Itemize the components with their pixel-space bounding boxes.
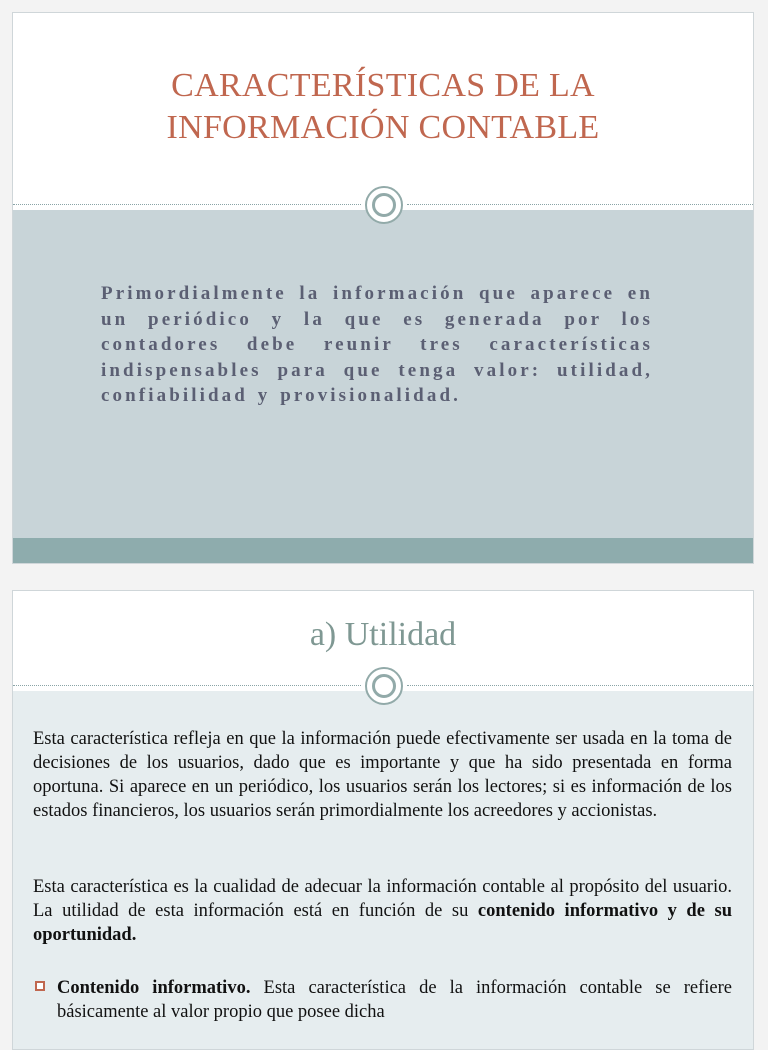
divider-line-left: [13, 685, 361, 686]
circle-ornament-icon: [365, 667, 403, 705]
utility-paragraph-2-emphasis: contenido informativo y de su oportunidad.: [33, 901, 732, 945]
bullet-item-contenido-informativo: [57, 976, 732, 1024]
utility-paragraph-2-text: Esta característica es la cualidad de adecuar la información contable al propósito del usuario. La utilidad de esta información está en función de su: [33, 877, 732, 921]
utility-paragraph-2: [33, 875, 732, 947]
circle-ornament-icon: [365, 186, 403, 224]
utility-paragraph-1: Esta característica refleja en que la información puede efectivamente ser usada en la toma de decisiones de los usuarios, dado que es importante y que ha sido presentada en forma oportuna. Si aparece en un periódico, los usuarios serán los lectores; si es información de los estados financieros, los usuarios serán primordialmente los acreedores y accionistas.: [33, 729, 732, 821]
square-bullet-icon: [35, 981, 45, 991]
slide-1: [12, 12, 754, 564]
slide-1-title: [13, 65, 753, 149]
bullet-item-text: Esta característica de la información contable se refiere básicamente al valor propio que posee dicha: [57, 978, 733, 1022]
slide-2-title: a) Utilidad: [309, 616, 457, 653]
slide-1-body-text: Primordialmente la información que aparece en un periódico y la que es generada por los contadores debe reunir tres características indispensables para que tenga valor: utilidad, confiabilidad y provisionalidad.: [101, 283, 653, 406]
bullet-item-heading: Contenido informativo.: [57, 978, 251, 998]
divider-line-left: [13, 204, 361, 205]
slide-1-header: [13, 13, 753, 210]
slide-2: [12, 590, 754, 1050]
slide-1-title-line-2: INFORMACIÓN CONTABLE: [166, 109, 600, 146]
slide-1-footer-band: [13, 538, 753, 564]
slide-1-title-line-1: CARACTERÍSTICAS DE LA: [171, 67, 595, 104]
divider-line-right: [407, 685, 754, 686]
divider-line-right: [407, 204, 754, 205]
